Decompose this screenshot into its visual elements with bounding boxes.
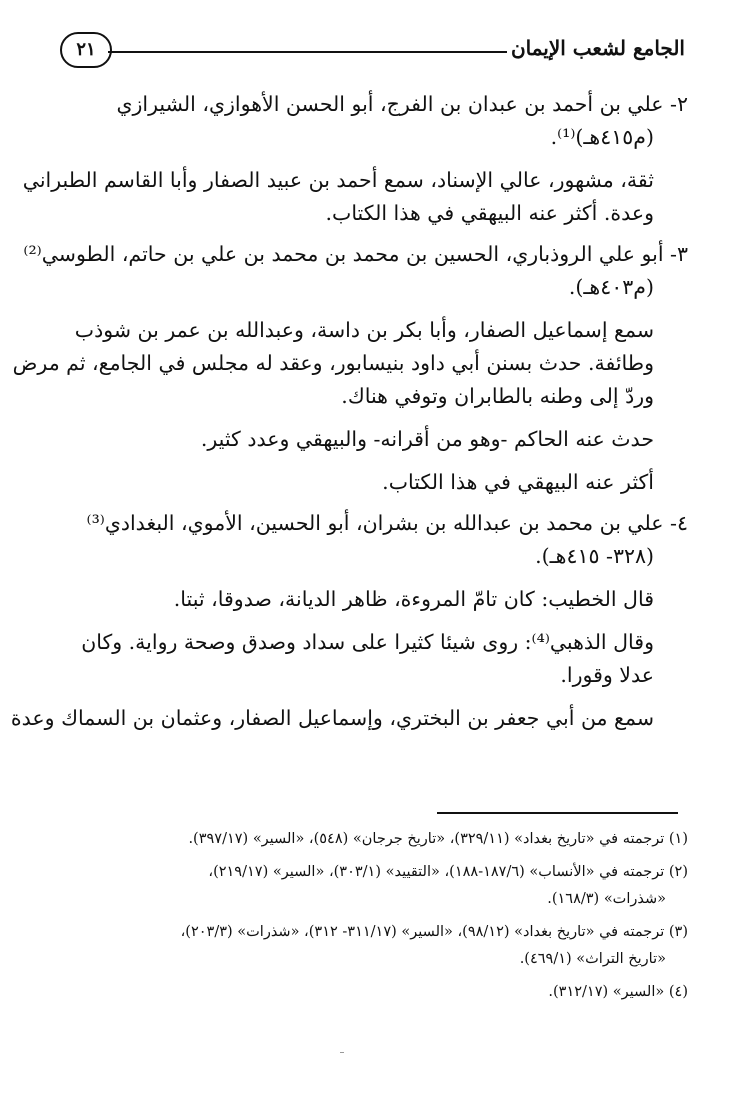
- paragraph-line: أكثر عنه البيهقي في هذا الكتاب.: [382, 470, 654, 494]
- footnotes: [52, 826, 688, 1006]
- page-number: ٢١: [60, 32, 112, 68]
- footnote: (٤) «السير» (٣١٢/١٧).: [548, 984, 688, 1000]
- paragraph-line: سمع إسماعيل الصفار، وأبا بكر بن داسة، وعبدالله بن عمر بن شوذب: [74, 318, 654, 342]
- paragraph-line: سمع من أبي جعفر بن البختري، وإسماعيل الصفار، وعثمان بن السماك وعدة: [10, 706, 654, 730]
- paragraph-line: وقال الذهبي⁽⁴⁾: روى شيئا كثيرا على سداد وصدق وصحة رواية. وكان: [81, 630, 654, 654]
- paragraph-line: قال الخطيب: كان تامّ المروءة، ظاهر الديانة، صدوقا، ثبتا.: [173, 587, 654, 611]
- header-rule: [108, 51, 507, 53]
- biography-entry: [22, 88, 688, 230]
- entry-heading-line: (م٤١٥هـ)⁽¹⁾.: [550, 125, 654, 149]
- footnote-separator: [437, 812, 678, 814]
- entry-heading-line: ٣- أبو علي الروذباري، الحسين بن محمد بن محمد بن علي بن حاتم، الطوسي⁽²⁾: [23, 242, 688, 266]
- paragraph-line: عدلا وقورا.: [560, 663, 654, 687]
- entry-paragraph: [22, 164, 688, 230]
- footnote-continuation: «شذرات» (١٦٨/٣).: [547, 891, 666, 907]
- entry-heading-line: ٤- علي بن محمد بن عبدالله بن بشران، أبو الحسين، الأموي، البغدادي⁽³⁾: [86, 511, 688, 535]
- footnote: (٢) ترجمته في «الأنساب» (١٨٧/٦-١٨٨)، «التقييد» (٣٠٣/١)، «السير» (٢١٩/١٧)،: [208, 864, 688, 880]
- entry-paragraph: [52, 626, 688, 692]
- footnote-continuation: «تاريخ التراث» (٤٦٩/١).: [519, 951, 666, 967]
- biography-entry: [12, 238, 688, 499]
- paragraph-line: وطائفة. حدث بسنن أبي داود بنيسابور، وعقد له مجلس في الجامع، ثم مرض: [12, 351, 654, 375]
- scan-mark: [340, 1052, 344, 1053]
- paragraph-line: وعدة. أكثر عنه البيهقي في هذا الكتاب.: [325, 201, 654, 225]
- running-title: الجامع لشعب الإيمان: [510, 36, 685, 60]
- biography-entry: [10, 507, 688, 735]
- entry-heading-line: (م٤٠٣هـ).: [568, 275, 654, 299]
- footnote: (١) ترجمته في «تاريخ بغداد» (٣٢٩/١١)، «تاريخ جرجان» (٥٤٨)، «السير» (٣٩٧/١٧).: [188, 831, 688, 847]
- paragraph-line: ثقة، مشهور، عالي الإسناد، سمع أحمد بن عبيد الصفار وأبا القاسم الطبراني: [22, 168, 654, 192]
- paragraph-line: حدث عنه الحاكم -وهو من أقرانه- والبيهقي وعدد كثير.: [200, 427, 654, 451]
- entry-heading-line: (٣٢٨- ٤١٥هـ).: [535, 544, 654, 568]
- paragraph-line: وردّ إلى وطنه بالطابران وتوفي هناك.: [341, 384, 654, 408]
- page-header: [60, 32, 685, 74]
- entry-heading-line: ٢- علي بن أحمد بن عبدان بن الفرج، أبو الحسن الأهوازي، الشيرازي: [116, 92, 688, 116]
- footnote: (٣) ترجمته في «تاريخ بغداد» (٩٨/١٢)، «السير» (٣١١/١٧- ٣١٢)، «شذرات» (٢٠٣/٣)،: [180, 924, 688, 940]
- main-text: [10, 88, 688, 735]
- entry-paragraph: [12, 314, 688, 413]
